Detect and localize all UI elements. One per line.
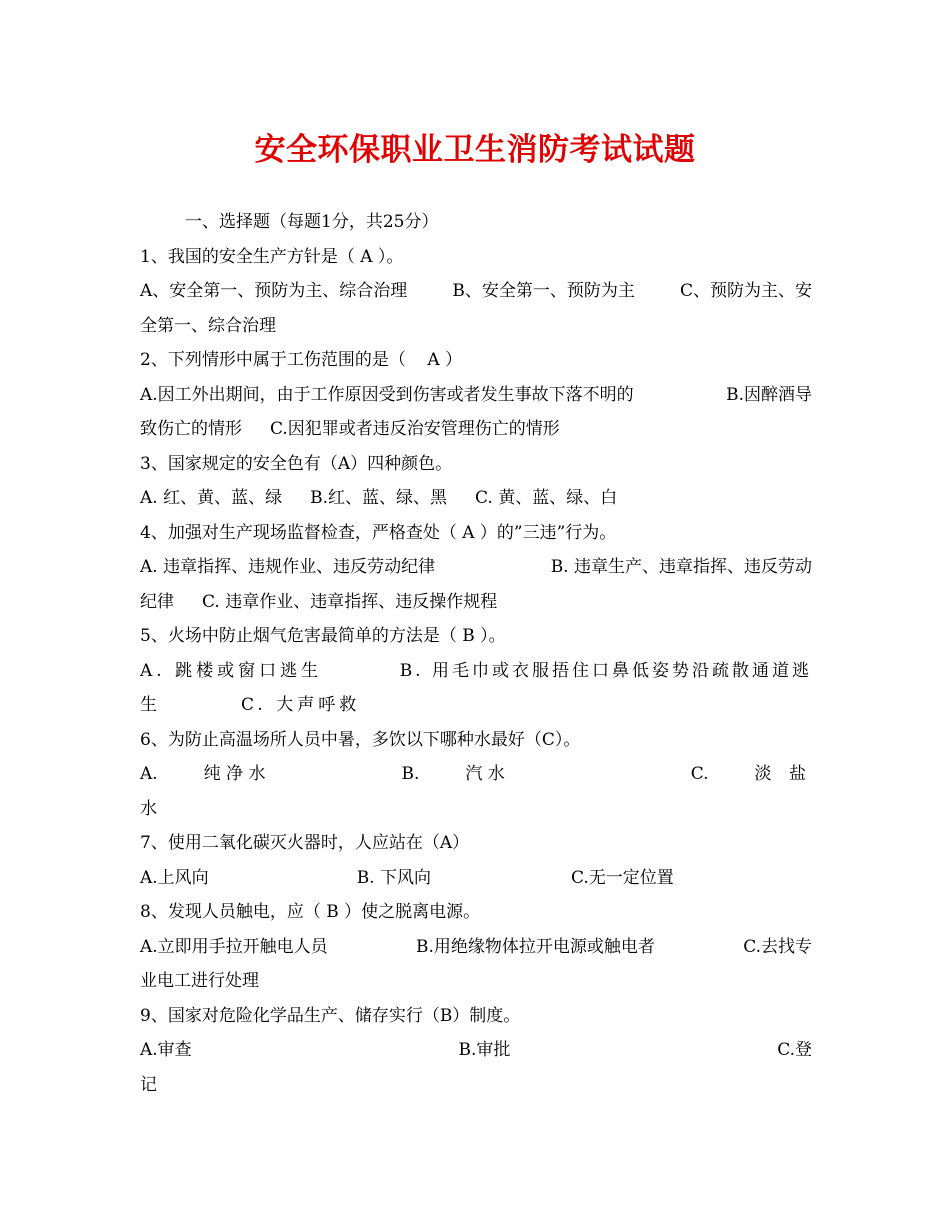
question-8-options — [140, 930, 812, 965]
option-b: B. 违章生产、违章指挥、违反劳动 — [550, 557, 812, 577]
option-c: C. 大声呼救 — [241, 695, 361, 715]
section-heading: 一、选择题（每题1分，共25分） — [185, 212, 439, 232]
option-b: B.审批 — [458, 1040, 511, 1060]
option-b: B.因醉酒导 — [726, 384, 812, 405]
option-b-letter: B. — [401, 764, 420, 784]
option-c: C.无一定位置 — [571, 867, 674, 888]
option-b: B.红、蓝、绿、黑 — [310, 488, 447, 508]
option-a-text: 纯 净 水 — [203, 764, 266, 784]
question-2: 2、下列情形中属于工伤范围的是（ A ） — [140, 350, 463, 370]
option-a: A.审查 — [140, 1040, 192, 1060]
option-a: A. 红、黄、蓝、绿 — [140, 488, 283, 508]
question-6-options — [140, 757, 812, 792]
option-c-letter: C. — [690, 764, 709, 784]
question-5-options-cont — [140, 688, 812, 723]
option-a: A.立即用手拉开触电人员 — [140, 936, 328, 957]
question-4: 4、加强对生产现场监督检查，严格查处（ A ）的”三违”行为。 — [140, 522, 617, 543]
option-c: C、预防为主、安 — [679, 281, 812, 301]
option-c: C.去找专 — [743, 936, 812, 957]
question-9-options — [140, 1033, 812, 1068]
question-2-options — [140, 378, 812, 413]
question-7-options — [140, 861, 812, 896]
option-a-letter: A. — [140, 764, 158, 784]
option-c: C.因犯罪或者违反治安管理伤亡的情形 — [270, 419, 560, 439]
option-c: C. 黄、蓝、绿、白 — [475, 488, 618, 508]
option-b: B. 用毛巾或衣服捂住口鼻低姿势沿疏散通道逃 — [399, 660, 812, 681]
option-b-cont: 致伤亡的情形 — [140, 419, 242, 439]
option-a: A、安全第一、预防为主、综合治理 — [140, 281, 408, 301]
option-a: A. 违章指挥、违规作业、违反劳动纪律 — [140, 557, 436, 577]
question-8: 8、发现人员触电，应（ B ）使之脱离电源。 — [140, 902, 481, 922]
question-6: 6、为防止高温场所人员中暑，多饮以下哪种水最好（C）。 — [140, 729, 581, 750]
question-3-options — [140, 481, 812, 516]
option-c: C. 违章作业、违章指挥、违反操作规程 — [202, 591, 498, 612]
option-b-cont: 纪律 — [140, 591, 174, 612]
option-b: B、安全第一、预防为主 — [452, 281, 635, 301]
option-a: A.上风向 — [140, 867, 209, 888]
question-9: 9、国家对危险化学品生产、储存实行（B）制度。 — [140, 1005, 521, 1026]
option-c-text: 淡 盐 — [754, 764, 812, 784]
question-list — [140, 205, 812, 1102]
question-5-options — [140, 654, 812, 689]
question-5: 5、火场中防止烟气危害最简单的方法是（ B ）。 — [140, 626, 506, 646]
option-b-text: 汽 水 — [465, 764, 505, 784]
option-a: A. 跳楼或窗口逃生 — [140, 660, 323, 681]
option-b: B.用绝缘物体拉开电源或触电者 — [415, 936, 655, 957]
question-1-options — [140, 274, 812, 309]
question-1-options-cont: 全第一、综合治理 — [140, 315, 276, 336]
question-7: 7、使用二氧化碳灭火器时，人应站在（A） — [140, 833, 470, 853]
document-title: 安全环保职业卫生消防考试试题 — [254, 132, 696, 168]
question-4-options — [140, 550, 812, 585]
question-6-options-cont: 水 — [140, 798, 157, 819]
question-8-options-cont: 业电工进行处理 — [140, 971, 259, 991]
option-b-cont: 生 — [140, 695, 157, 715]
question-4-options-cont — [140, 585, 812, 620]
question-1: 1、我国的安全生产方针是（ A ）。 — [140, 246, 404, 267]
option-b: B. 下风向 — [356, 867, 431, 888]
question-9-options-cont: 记 — [140, 1074, 157, 1095]
option-a: A.因工外出期间，由于工作原因受到伤害或者发生事故下落不明的 — [140, 384, 634, 405]
option-c: C.登 — [777, 1040, 812, 1060]
question-3: 3、国家规定的安全色有（A）四种颜色。 — [140, 453, 453, 474]
question-2-options-cont — [140, 412, 812, 447]
